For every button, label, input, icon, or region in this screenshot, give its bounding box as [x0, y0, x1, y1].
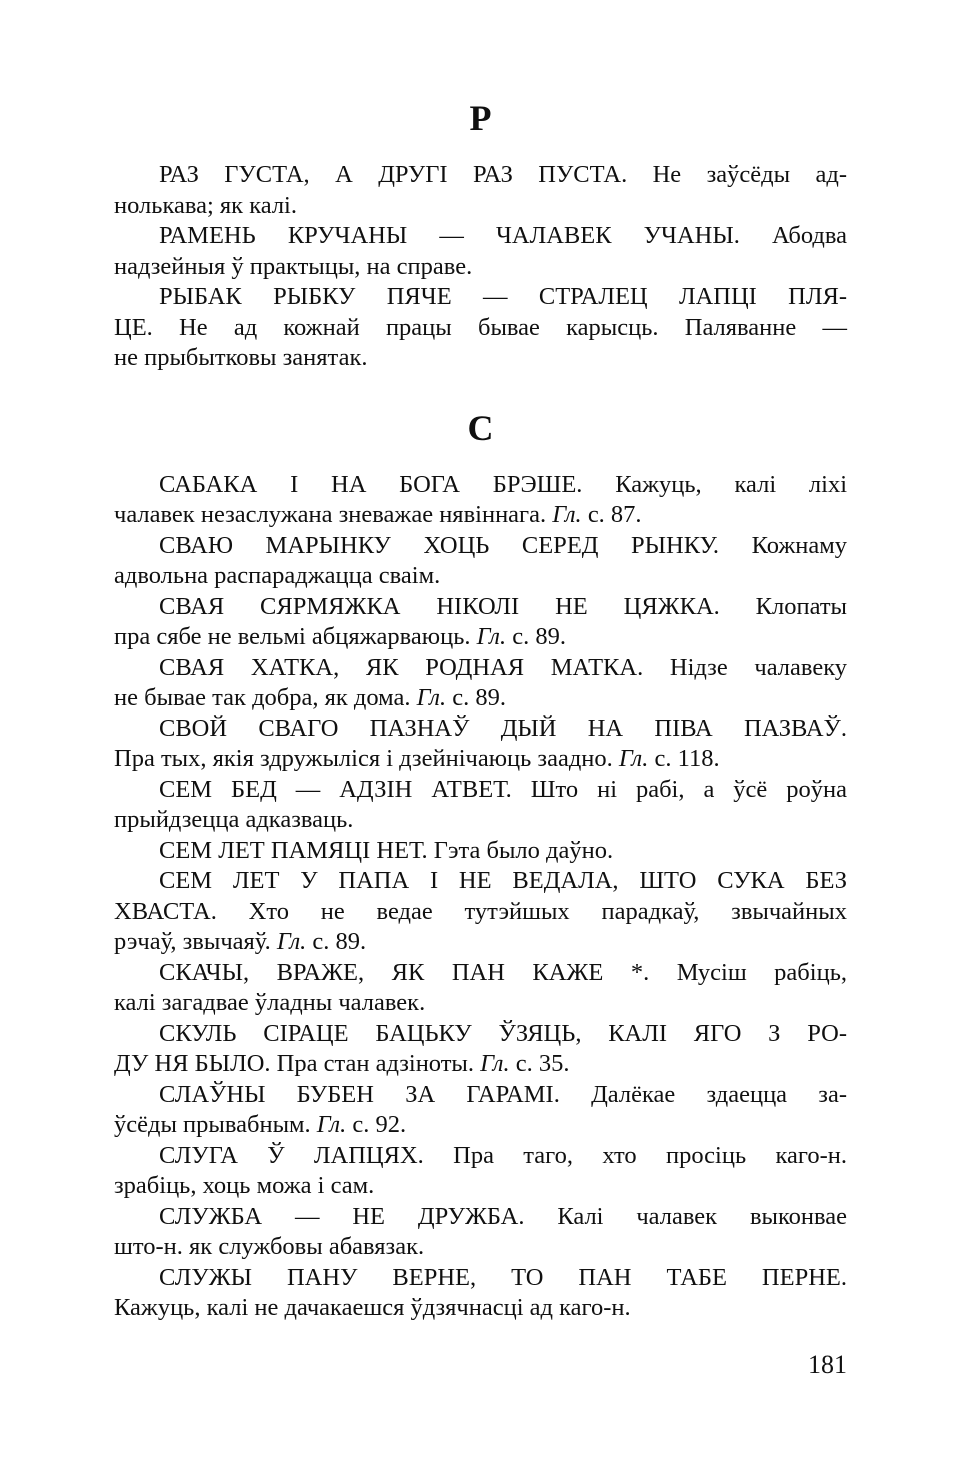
entry-line: [114, 252, 847, 283]
entry-line: [114, 221, 847, 252]
dictionary-entry: [114, 221, 847, 282]
text-segment: СКУЛЬ СІРАЦЕ БАЦЬКУ ЎЗЯЦЬ, КАЛІ ЯГО З РО-: [159, 1019, 847, 1047]
entry-line: [114, 191, 847, 222]
entry-line: [114, 500, 847, 531]
text-segment: СЛУЖБА — НЕ ДРУЖБА. Калі чалавек выконвае: [159, 1202, 847, 1230]
entry-line: [114, 897, 847, 928]
text-segment: РАМЕНЬ КРУЧАНЫ — ЧАЛАВЕК УЧАНЫ. Абодва: [159, 222, 847, 249]
text-segment: Пра тых, якія здружыліся і дзейнічаюць заадно.: [114, 745, 619, 772]
dictionary-entry: [114, 714, 847, 775]
text-segment: СКАЧЫ, ВРАЖЕ, ЯК ПАН КАЖЕ *. Мусіш рабіць,: [159, 958, 847, 986]
text-segment: СВАЮ МАРЫНКУ ХОЦЬ СЕРЕД РЫНКУ. Кожнаму: [159, 531, 847, 559]
entry-line: [114, 343, 847, 374]
entry-line: [114, 1232, 847, 1263]
dictionary-entry: [114, 1080, 847, 1141]
text-segment: рэчаў, звычаяў.: [114, 928, 277, 955]
text-segment: не бывае так добра, як дома.: [114, 684, 417, 711]
entry-line: [114, 1141, 847, 1172]
entry-line: [114, 561, 847, 592]
text-segment: зрабіць, хоць можа і сам.: [114, 1172, 375, 1199]
text-segment: с. 89.: [446, 684, 506, 711]
text-segment: СВАЯ СЯРМЯЖКА НІКОЛІ НЕ ЦЯЖКА. Клопаты: [159, 592, 847, 620]
dictionary-entry: [114, 836, 847, 867]
text-segment: прыйдзецца адказваць.: [114, 806, 354, 833]
dictionary-entry: [114, 653, 847, 714]
text-segment: нолькава; як калі.: [114, 191, 297, 219]
dictionary-entry: [114, 1141, 847, 1202]
text-segment: СЛАЎНЫ БУБЕН ЗА ГАРАМІ. Далёкае здаецца за-: [159, 1080, 847, 1108]
text-segment: СЕМ БЕД — АДЗІН АТВЕТ. Што ні рабі, а ўсё роўна: [159, 775, 847, 803]
entry-line: [114, 714, 847, 745]
text-segment: калі загадвае ўладны чалавек.: [114, 989, 426, 1016]
dictionary-entry: [114, 866, 847, 958]
section-letter-heading: Р: [469, 98, 492, 138]
text-segment: с. 35.: [509, 1050, 570, 1077]
letter-section: [114, 98, 847, 374]
entry-line: [114, 1202, 847, 1233]
dictionary-entry: [114, 775, 847, 836]
text-segment: СЛУГА Ў ЛАПЦЯХ. Пра таго, хто просіць каго-н.: [159, 1141, 847, 1169]
entry-line: [114, 531, 847, 562]
dictionary-entry: [114, 592, 847, 653]
cross-reference: Гл.: [316, 1111, 347, 1138]
entry-line: [114, 313, 847, 344]
text-segment: РАЗ ГУСТА, А ДРУГІ РАЗ ПУСТА. Не заўсёды ад-: [159, 161, 847, 188]
section-letter-heading: С: [467, 407, 494, 448]
entry-line: [114, 1293, 847, 1324]
text-segment: ХВАСТА. Хто не ведае тутэйшых парадкаў, звычайных: [114, 897, 847, 925]
cross-reference: Гл.: [276, 928, 307, 955]
entry-line: [114, 775, 847, 806]
entry-line: [114, 1263, 847, 1294]
cross-reference: Гл.: [552, 501, 582, 528]
dictionary-entry: [114, 282, 847, 374]
entry-line: [114, 958, 847, 989]
text-segment: с. 89.: [506, 623, 566, 650]
text-segment: с. 118.: [648, 745, 720, 772]
entry-line: [114, 927, 847, 958]
text-segment: СВОЙ СВАГО ПАЗНАЎ ДЫЙ НА ПІВА ПАЗВАЎ.: [159, 714, 847, 742]
page-number: 181: [808, 1349, 847, 1379]
entry-line: [114, 470, 847, 501]
text-segment: надзейныя ў практыцы, на справе.: [114, 252, 473, 280]
dictionary-entry: [114, 531, 847, 592]
dictionary-entry: [114, 1019, 847, 1080]
cross-reference: Гл.: [480, 1050, 510, 1077]
entry-line: [114, 805, 847, 836]
text-segment: адвольна распараджацца сваім.: [114, 562, 441, 589]
entry-line: [114, 836, 847, 867]
text-segment: не прыбытковы занятак.: [114, 344, 368, 371]
entry-line: [114, 160, 847, 191]
entry-line: [114, 1080, 847, 1111]
entry-line: [114, 592, 847, 623]
text-segment: чалавек незаслужана зневажае нявіннага.: [114, 501, 553, 528]
text-segment: пра сябе не вельмі абцяжарваюць.: [114, 623, 477, 650]
dictionary-entry: [114, 1202, 847, 1263]
dictionary-entry: [114, 160, 847, 221]
entry-line: [114, 653, 847, 684]
entry-line: [114, 282, 847, 313]
text-segment: Кажуць, калі не дачакаешся ўдзячнасці ад каго-н.: [114, 1294, 631, 1321]
text-segment: ЦЕ. Не ад кожнай працы бывае карысць. Паляванне —: [114, 313, 847, 341]
text-block: [114, 98, 847, 1324]
cross-reference: Гл.: [416, 684, 447, 711]
cross-reference: Гл.: [618, 745, 649, 772]
entry-line: [114, 988, 847, 1019]
cross-reference: Гл.: [476, 623, 507, 650]
text-segment: с. 92.: [346, 1111, 407, 1138]
text-segment: РЫБАК РЫБКУ ПЯЧЕ — СТРАЛЕЦ ЛАПЦІ ПЛЯ-: [159, 283, 847, 310]
text-segment: САБАКА І НА БОГА БРЭШЕ. Кажуць, калі ліхі: [159, 470, 847, 498]
text-segment: СВАЯ ХАТКА, ЯК РОДНАЯ МАТКА. Нідзе чалавеку: [159, 653, 847, 681]
entry-line: [114, 1171, 847, 1202]
entry-line: [114, 1110, 847, 1141]
page-footer: [114, 1350, 847, 1380]
text-segment: СЕМ ЛЕТ ПАМЯЦІ НЕТ. Гэта было даўно.: [159, 836, 614, 864]
entry-line: [114, 1049, 847, 1080]
letter-section: [114, 408, 847, 1324]
entry-line: [114, 1019, 847, 1050]
text-segment: ўсёды прывабным.: [114, 1111, 317, 1138]
text-segment: ДУ НЯ БЫЛО. Пра стан адзіноты.: [114, 1050, 481, 1077]
entry-line: [114, 683, 847, 714]
dictionary-entry: [114, 470, 847, 531]
entry-line: [114, 866, 847, 897]
text-segment: СЕМ ЛЕТ У ПАПА І НЕ ВЕДАЛА, ШТО СУКА БЕЗ: [159, 867, 847, 894]
text-segment: с. 89.: [306, 928, 367, 955]
dictionary-entry: [114, 1263, 847, 1324]
dictionary-entry: [114, 958, 847, 1019]
text-segment: с. 87.: [581, 501, 642, 528]
entry-line: [114, 744, 847, 775]
text-segment: што-н. як службовы абавязак.: [114, 1233, 425, 1260]
entry-line: [114, 622, 847, 653]
text-segment: СЛУЖЫ ПАНУ ВЕРНЕ, ТО ПАН ТАБЕ ПЕРНЕ.: [159, 1263, 847, 1291]
